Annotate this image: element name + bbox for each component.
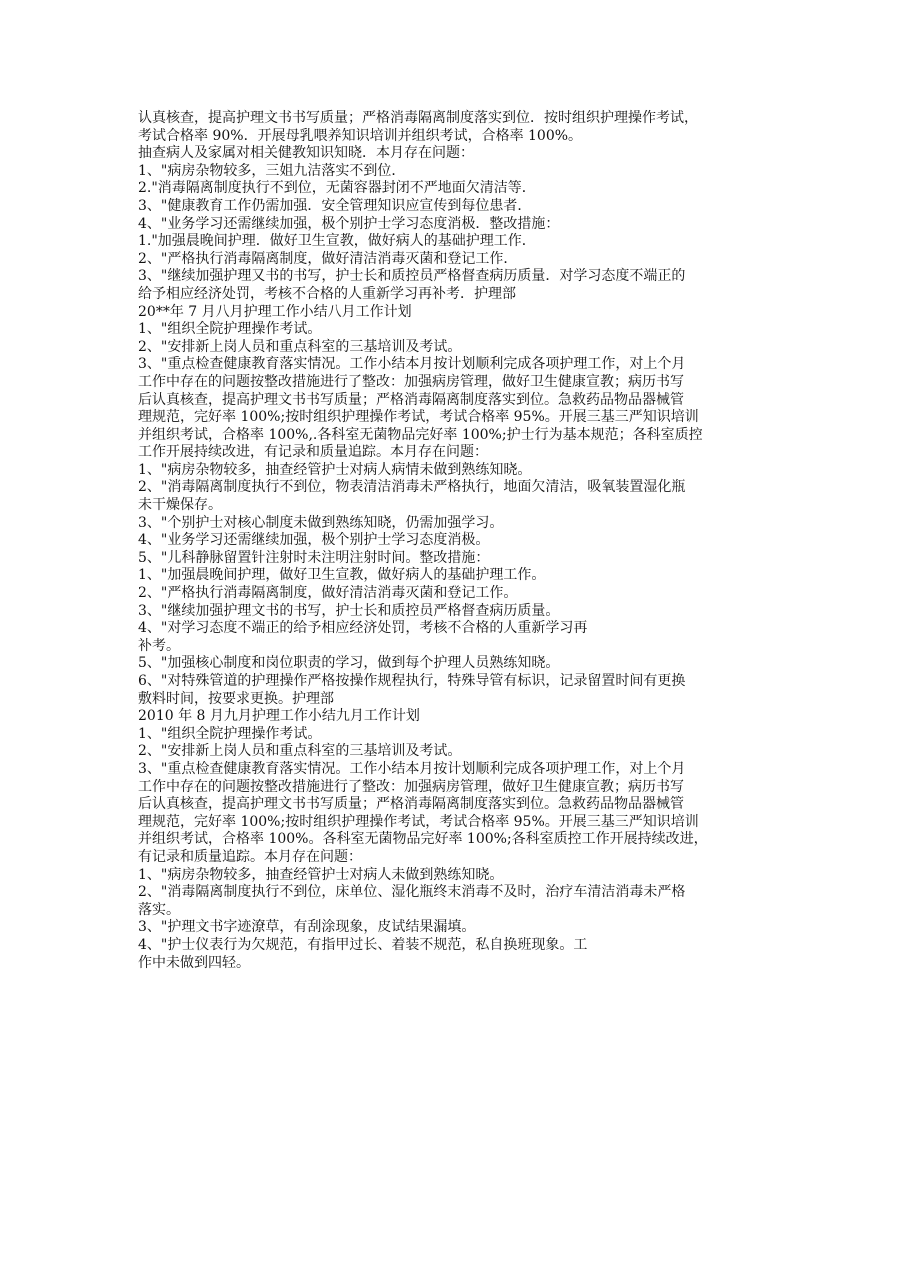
text-line: 1."加强晨晚间护理．做好卫生宣教，做好病人的基础护理工作． [138, 233, 536, 250]
text-line: 并组织考试，合格率 100%。各科室无菌物品完好率 100%;各科室质控工作开展持续改进， [138, 831, 708, 848]
text-line: 抽查病人及家属对相关健教知识知晓．本月存在问题： [138, 145, 474, 162]
section-heading: 2010 年 8 月九月护理工作小结九月工作计划 [138, 708, 420, 725]
text-line: 敷料时间，按要求更换。护理部 [138, 690, 334, 707]
text-line: 1、"病房杂物较多，三姐九洁落实不到位． [138, 162, 406, 179]
text-line: 3、"护理文书字迹潦草，有刮涂现象，皮试结果漏填。 [138, 919, 476, 936]
text-line: 工作中存在的问题按整改措施进行了整改：加强病房管理，做好卫生健康宣教；病历书写 [138, 373, 684, 390]
text-line: 1、"病房杂物较多，抽查经管护士对病人病情未做到熟练知晓。 [138, 461, 532, 478]
text-line: 4、"业务学习还需继续加强，极个别护士学习态度消极．整改措施： [138, 215, 560, 232]
text-line: 补考。 [138, 637, 180, 654]
text-line: 理规范，完好率 100%;按时组织护理操作考试，考试合格率 95%。开展三基三严知识培训 [138, 409, 699, 426]
text-line: 2、"严格执行消毒隔离制度，做好清洁消毒灭菌和登记工作。 [138, 585, 518, 602]
text-line: 3、"继续加强护理文书的书写，护士长和质控员严格督查病历质量。 [138, 602, 560, 619]
text-line: 1、"病房杂物较多，抽查经管护士对病人未做到熟练知晓。 [138, 866, 504, 883]
text-line: 5、"加强核心制度和岗位职责的学习，做到每个护理人员熟练知晓。 [138, 655, 560, 672]
text-line: 落实。 [138, 901, 180, 918]
text-line: 2、"消毒隔离制度执行不到位，物表清洁消毒未严格执行，地面欠清洁，吸氧装置湿化瓶 [138, 479, 686, 496]
text-line: 4、"护士仪表行为欠规范，有指甲过长、着装不规范，私自换班现象。工 [138, 936, 588, 953]
text-line: 2、"安排新上岗人员和重点科室的三基培训及考试。 [138, 743, 462, 760]
text-line: 3、"个别护士对核心制度未做到熟练知晓，仍需加强学习。 [138, 514, 504, 531]
text-line: 6、"对特殊管道的护理操作严格按操作规程执行，特殊导管有标识，记录留置时间有更换 [138, 673, 686, 689]
text-line: 2."消毒隔离制度执行不到位，无菌容器封闭不严地面欠清洁等． [138, 180, 536, 197]
text-line: 有记录和质量追踪。本月存在问题： [138, 848, 362, 865]
text-line: 作中未做到四轻。 [138, 954, 250, 971]
text-line: 2、"安排新上岗人员和重点科室的三基培训及考试。 [138, 338, 462, 355]
text-line: 后认真核查，提高护理文书书写质量；严格消毒隔离制度落实到位。急救药品物品器械管 [138, 391, 684, 408]
text-line: 认真核查，提高护理文书书写质量；严格消毒隔离制度落实到位．按时组织护理操作考试， [138, 110, 698, 126]
text-line: 1、"加强晨晚间护理，做好卫生宣教，做好病人的基础护理工作。 [138, 567, 546, 584]
text-line: 3、"重点检查健康教育落实情况。工作小结本月按计划顺利完成各项护理工作，对上个月 [138, 760, 686, 777]
text-line: 3、"健康教育工作仍需加强．安全管理知识应宣传到每位患者． [138, 197, 532, 214]
text-line: 3、"继续加强护理又书的书写，护士长和质控员严格督查病历质量．对学习态度不端正的 [138, 268, 686, 285]
text-line: 1、"组织全院护理操作考试。 [138, 321, 322, 338]
section-heading: 20**年 7 月八月护理工作小结八月工作计划 [138, 303, 412, 320]
text-line: 工作中存在的问题按整改措施进行了整改：加强病房管理，做好卫生健康宣教；病历书写 [138, 778, 684, 795]
text-line: 2、"消毒隔离制度执行不到位，床单位、湿化瓶终末消毒不及时，治疗车清洁消毒未严格 [138, 884, 686, 901]
text-line: 5、"儿科静脉留置针注射时未注明注射时间。整改措施： [138, 549, 490, 566]
text-line: 4、"对学习态度不端正的给予相应经济处罚，考核不合格的人重新学习再 [138, 620, 588, 637]
text-line: 后认真核查，提高护理文书书写质量；严格消毒隔离制度落实到位。急救药品物品器械管 [138, 796, 684, 813]
text-line: 3、"重点检查健康教育落实情况。工作小结本月按计划顺利完成各项护理工作，对上个月 [138, 356, 686, 373]
text-line: 未干燥保存。 [138, 497, 222, 514]
document-page [138, 110, 778, 972]
text-line: 工作开展持续改进，有记录和质量追踪。本月存在问题： [138, 444, 488, 461]
text-line: 4、"业务学习还需继续加强，极个别护士学习态度消极。 [138, 532, 490, 549]
text-line: 2、"严格执行消毒隔离制度，做好清洁消毒灭菌和登记工作． [138, 250, 518, 267]
text-line: 1、"组织全院护理操作考试。 [138, 725, 322, 742]
text-line: 并组织考试，合格率 100%,.各科室无菌物品完好率 100%;护士行为基本规范；各科室质控 [138, 426, 703, 443]
text-line: 考试合格率 90%．开展母乳喂养知识培训并组织考试，合格率 100%。 [138, 127, 583, 144]
text-line: 给予相应经济处罚，考核不合格的人重新学习再补考．护理部 [138, 285, 516, 302]
text-line: 理规范，完好率 100%;按时组织护理操作考试，考试合格率 95%。开展三基三严知识培训 [138, 813, 699, 830]
